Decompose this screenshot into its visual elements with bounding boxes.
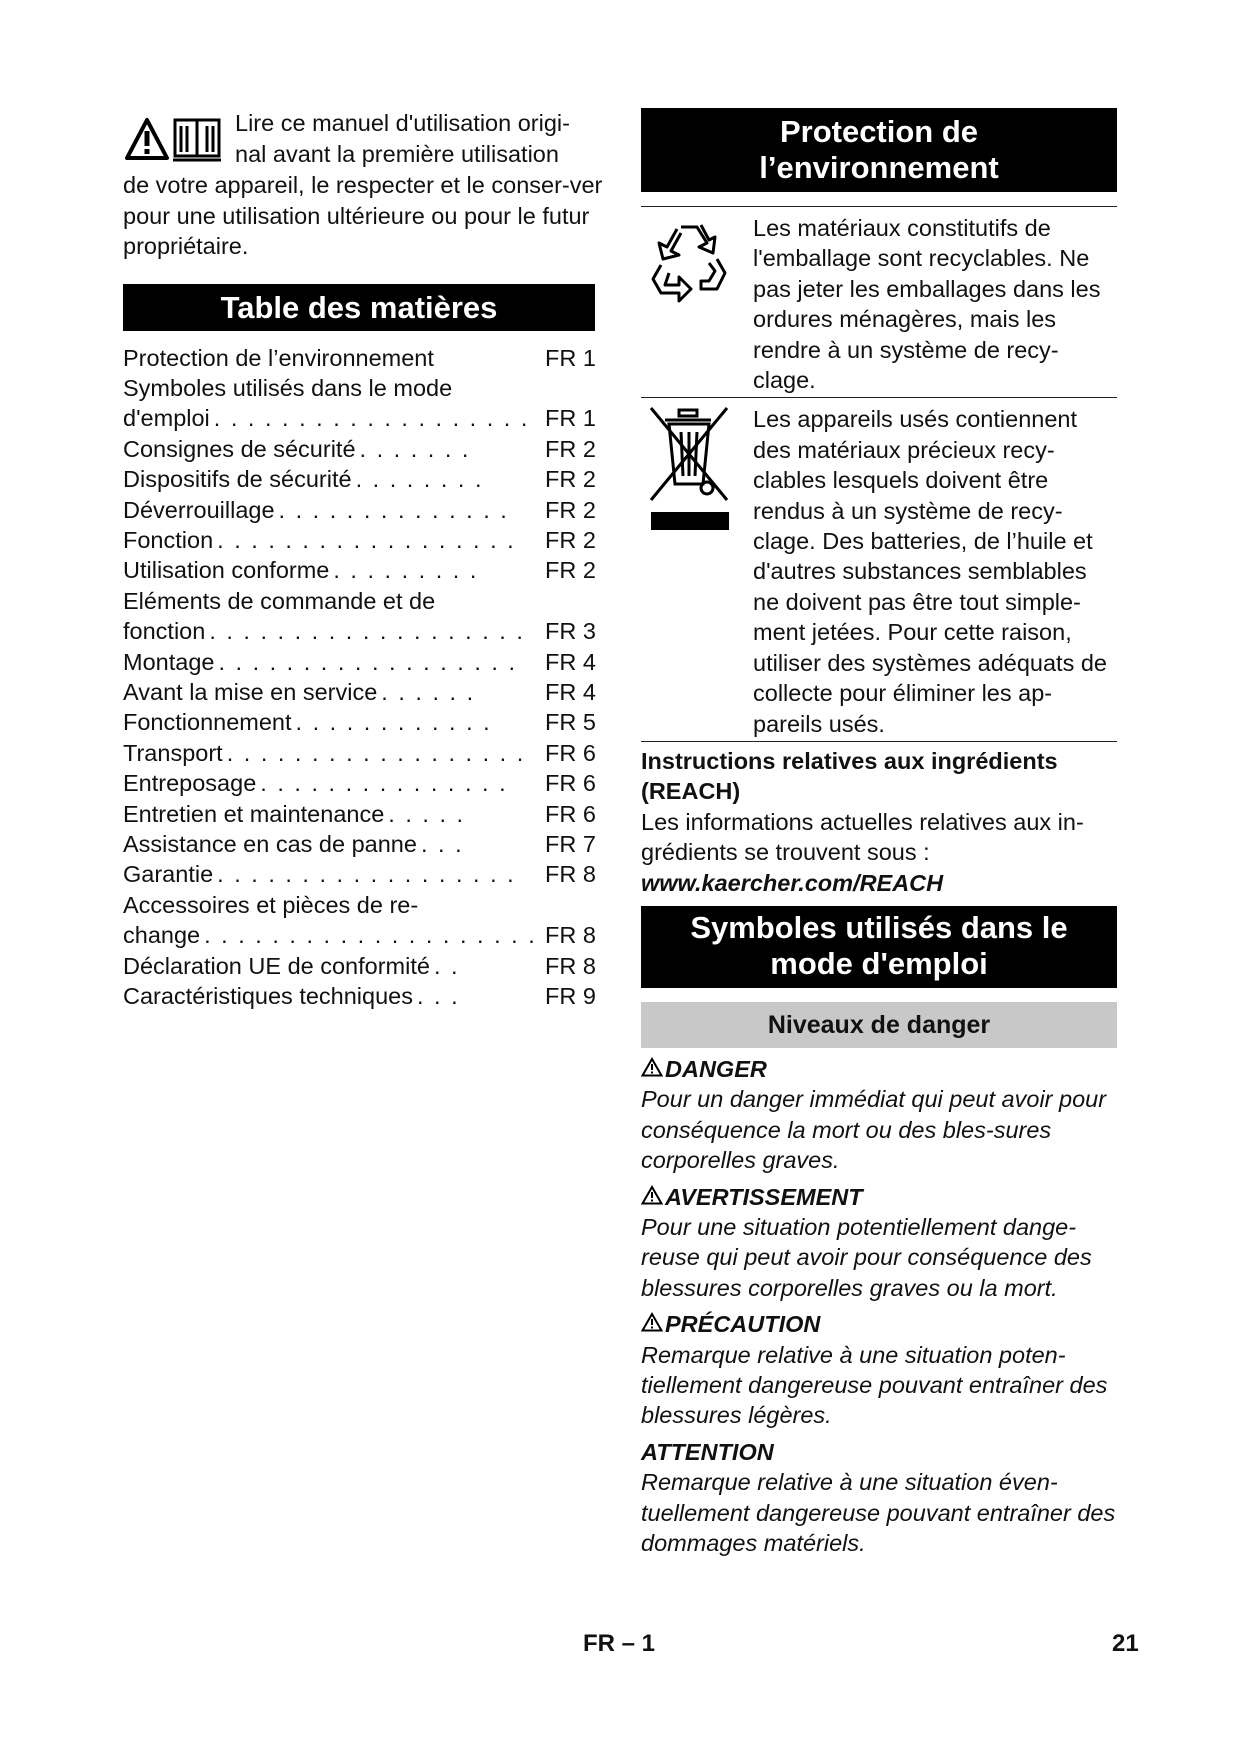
toc-entry[interactable] bbox=[123, 616, 603, 646]
environment-title-line-1: Protection de bbox=[779, 114, 979, 149]
toc-entry[interactable] bbox=[123, 434, 603, 464]
recycling-row bbox=[641, 206, 1117, 397]
toc-entry[interactable] bbox=[123, 647, 603, 677]
toc-entry-label: Eléments de commande et de bbox=[123, 587, 436, 614]
toc-entry-page: FR 7 bbox=[545, 831, 596, 857]
toc-entry[interactable] bbox=[123, 981, 603, 1011]
recycling-text: Les matériaux constitutifs de l'emballage sont recyclables. Ne pas jeter les emballages dans les ordures ménagères, mais les rendre à un système de recy-clage. bbox=[753, 215, 1101, 394]
level-warning-desc: Pour une situation potentiellement dange-reuse qui peut avoir pour conséquence des blessures corporelles graves ou la mort. bbox=[641, 1213, 1092, 1301]
recycling-icon bbox=[641, 213, 753, 395]
environment-title-line-2: l’environnement bbox=[759, 150, 999, 185]
toc-entry-leader bbox=[434, 343, 539, 373]
toc-entry-leader: . . . . . . . . . . . . . . bbox=[278, 496, 509, 523]
toc-entry[interactable] bbox=[123, 403, 603, 433]
level-warning-name: AVERTISSEMENT bbox=[665, 1183, 863, 1210]
toc-entry[interactable] bbox=[123, 464, 603, 494]
toc-entry-leader: . . . bbox=[417, 983, 460, 1010]
environment-title bbox=[641, 108, 1117, 192]
level-warning bbox=[641, 1182, 1117, 1212]
toc-entry-label: Montage bbox=[123, 648, 215, 675]
toc-entry-page: FR 2 bbox=[545, 557, 596, 584]
intro-icons bbox=[123, 112, 235, 170]
toc-entry[interactable] bbox=[123, 677, 603, 707]
left-column bbox=[123, 108, 603, 1011]
toc-entry-label: Protection de l’environnement bbox=[123, 344, 434, 371]
toc-entry[interactable] bbox=[123, 890, 603, 920]
toc-entry-page: FR 3 bbox=[545, 618, 596, 645]
toc-entry-leader: . . . . . . . . . . . . . . . . . . . bbox=[213, 405, 530, 432]
toc-entry-page: FR 8 bbox=[545, 952, 596, 979]
symbols-title-line-2: mode d'emploi bbox=[770, 945, 988, 981]
reach-text: Les informations actuelles relatives aux in-grédients se trouvent sous : bbox=[641, 808, 1084, 866]
level-caution bbox=[641, 1309, 1117, 1339]
toc-entry-leader: . . . . . . . . . . . . . . . . . . bbox=[226, 739, 526, 766]
symbols-title bbox=[641, 906, 1117, 988]
toc-entry[interactable] bbox=[123, 373, 603, 403]
toc-entry-leader: . . bbox=[433, 952, 460, 979]
toc-entry-page: FR 2 bbox=[545, 435, 596, 462]
reach-heading: Instructions relatives aux ingrédients (REACH) bbox=[641, 747, 1058, 805]
toc-entry-page: FR 6 bbox=[545, 800, 596, 827]
toc-title: Table des matières bbox=[123, 284, 595, 331]
warning-triangle-icon bbox=[641, 1182, 663, 1212]
level-caution-name: PRÉCAUTION bbox=[665, 1311, 821, 1338]
toc-entry-leader: . . . . . . bbox=[381, 678, 476, 705]
footer-page-number: 21 bbox=[1112, 1630, 1139, 1657]
level-danger-name: DANGER bbox=[665, 1055, 767, 1082]
footer-section-label: FR – 1 bbox=[583, 1630, 656, 1657]
level-attention-name: ATTENTION bbox=[641, 1438, 774, 1465]
crossed-bin-icon bbox=[641, 404, 753, 738]
toc-entry-page: FR 4 bbox=[545, 648, 596, 675]
danger-levels bbox=[641, 1054, 1117, 1559]
reach-link[interactable]: www.kaercher.com/REACH bbox=[641, 869, 944, 896]
warning-triangle-icon bbox=[641, 1309, 663, 1339]
toc-entry-label: Symboles utilisés dans le mode bbox=[123, 374, 453, 401]
toc-entry[interactable] bbox=[123, 495, 603, 525]
toc-entry-leader: . . . . . . . . . . . . . . . . . . . . bbox=[204, 922, 537, 949]
toc-entry[interactable] bbox=[123, 707, 603, 737]
toc-entry[interactable] bbox=[123, 586, 603, 616]
toc-entry[interactable] bbox=[123, 920, 603, 950]
toc-entry[interactable] bbox=[123, 829, 603, 859]
toc-entry-leader: . . . . . . . . . . . . . . . . . . bbox=[217, 861, 516, 888]
weee-text: Les appareils usés contiennent des matériaux précieux recy-clables lesquels doivent être rendus à un système de recy-clage. Des batteries, de l’huile et d'autres substances semblables ne doivent pas être tout simple-ment jetées. Pour cette raison, utiliser des systèmes adéquats de collecte pour éliminer les ap-pareils usés. bbox=[753, 406, 1107, 737]
intro-notice bbox=[123, 108, 603, 262]
toc-entry[interactable] bbox=[123, 525, 603, 555]
toc-entry-label: Déclaration UE de conformité bbox=[123, 952, 430, 979]
level-attention bbox=[641, 1437, 1117, 1467]
toc-entry-page: FR 5 bbox=[545, 709, 596, 736]
level-danger bbox=[641, 1054, 1117, 1084]
toc-entry-leader: . . . . . . . bbox=[359, 435, 471, 462]
toc-entry-leader: . . . . . . . . . bbox=[333, 557, 479, 584]
toc-entry-leader: . . . . . . . . . . . . . . . . . . . bbox=[209, 618, 525, 645]
toc-entry-page: FR 9 bbox=[545, 983, 596, 1010]
toc-entry-label: Utilisation conforme bbox=[123, 557, 330, 584]
reach-section bbox=[641, 746, 1117, 898]
toc-entry-page: FR 4 bbox=[545, 678, 596, 705]
toc-entry-label: Assistance en cas de panne bbox=[123, 831, 417, 857]
toc-entry-label: Déverrouillage bbox=[123, 496, 275, 523]
table-of-contents bbox=[123, 343, 603, 1012]
toc-entry[interactable] bbox=[123, 859, 603, 889]
level-attention-desc: Remarque relative à une situation éven-tuellement dangereuse pouvant entraîner des dommages matériels. bbox=[641, 1469, 1116, 1557]
toc-entry-label: Entretien et maintenance bbox=[123, 800, 385, 827]
toc-entry-leader: . . . bbox=[420, 831, 464, 857]
intro-rest: de votre appareil, le respecter et le conser-ver pour une utilisation ultérieure ou pour le futur propriétaire. bbox=[123, 172, 603, 259]
toc-entry[interactable] bbox=[123, 799, 603, 829]
toc-entry[interactable] bbox=[123, 343, 603, 373]
toc-entry-page: FR 1 bbox=[545, 405, 596, 432]
warning-triangle-icon bbox=[641, 1054, 663, 1084]
toc-entry-leader: . . . . . . . . bbox=[355, 466, 484, 493]
level-caution-desc: Remarque relative à une situation poten-tiellement dangereuse pouvant entraîner des blessures légères. bbox=[641, 1341, 1108, 1429]
toc-entry-leader: . . . . . . . . . . . . . . . . . . bbox=[218, 648, 517, 675]
toc-entry[interactable] bbox=[123, 555, 603, 585]
toc-entry-label: Entreposage bbox=[123, 770, 257, 797]
toc-entry-page: FR 1 bbox=[545, 344, 596, 371]
toc-entry-label: fonction bbox=[123, 618, 206, 645]
right-column bbox=[641, 108, 1117, 1558]
toc-entry-page: FR 2 bbox=[545, 466, 596, 493]
toc-entry-leader: . . . . . . . . . . . . bbox=[295, 709, 492, 736]
toc-entry-label: change bbox=[123, 922, 201, 949]
toc-entry-label: Transport bbox=[123, 739, 223, 766]
toc-entry-label: d'emploi bbox=[123, 405, 210, 432]
toc-entry-page: FR 6 bbox=[545, 739, 596, 766]
warning-manual-icon bbox=[123, 112, 235, 164]
toc-entry-page: FR 2 bbox=[545, 526, 596, 553]
symbols-title-line-1: Symboles utilisés dans le bbox=[690, 909, 1068, 945]
toc-entry-label: Fonctionnement bbox=[123, 709, 292, 736]
toc-entry-leader: . . . . . . . . . . . . . . . bbox=[260, 770, 508, 797]
symbol-table-end-rule bbox=[641, 741, 1117, 742]
toc-entry-label: Accessoires et pièces de re- bbox=[123, 891, 419, 918]
toc-entry-page: FR 8 bbox=[545, 922, 596, 949]
toc-entry-leader: . . . . . bbox=[388, 800, 466, 827]
toc-entry-label: Caractéristiques techniques bbox=[123, 983, 413, 1010]
intro-line-2: nal avant la première utilisation bbox=[235, 140, 559, 167]
weee-row bbox=[641, 397, 1117, 740]
toc-entry-page: FR 6 bbox=[545, 770, 596, 797]
toc-entry-leader: . . . . . . . . . . . . . . . . . . bbox=[217, 526, 516, 553]
toc-entry-label: Fonction bbox=[123, 526, 214, 553]
intro-line-1: Lire ce manuel d'utilisation origi- bbox=[235, 110, 570, 136]
danger-levels-heading: Niveaux de danger bbox=[641, 1002, 1117, 1048]
level-danger-desc: Pour un danger immédiat qui peut avoir pour conséquence la mort ou des bles-sures corporelles graves. bbox=[641, 1086, 1107, 1174]
toc-entry-label: Garantie bbox=[123, 861, 214, 888]
toc-entry-page: FR 2 bbox=[545, 496, 596, 523]
toc-entry-label: Dispositifs de sécurité bbox=[123, 466, 352, 493]
toc-entry-label: Consignes de sécurité bbox=[123, 435, 356, 462]
toc-entry[interactable] bbox=[123, 768, 603, 798]
toc-entry[interactable] bbox=[123, 951, 603, 981]
toc-entry[interactable] bbox=[123, 738, 603, 768]
toc-entry-page: FR 8 bbox=[545, 861, 596, 888]
toc-entry-label: Avant la mise en service bbox=[123, 678, 378, 705]
